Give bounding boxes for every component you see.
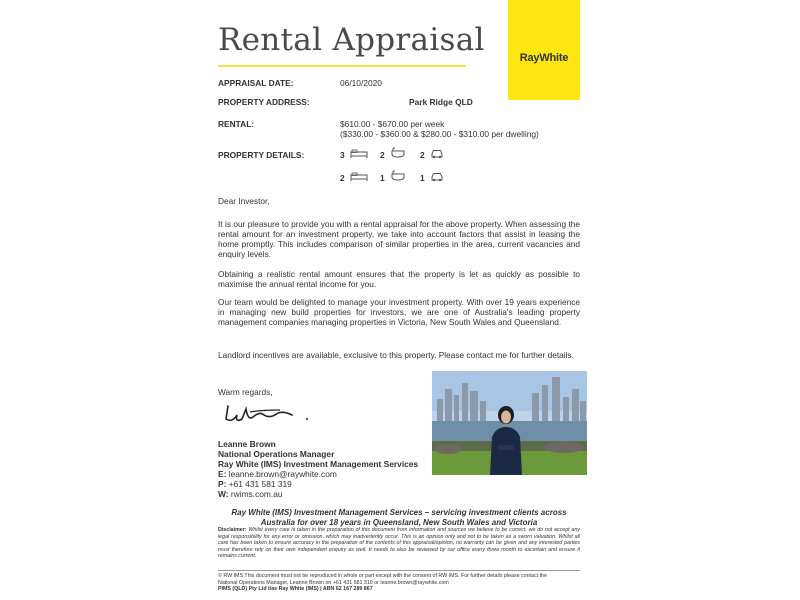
web-label: W: [218,489,229,499]
footer-line-3: PIMS (QLD) Pty Ltd t/as Ray White (IMS) | ABN 62 167 289 867 [218,586,373,592]
property-address-label: PROPERTY ADDRESS: [218,97,310,107]
signer-company: Ray White (IMS) Investment Management Services [218,459,419,469]
appraisal-date-value: 06/10/2020 [340,78,382,88]
bed-icon [350,171,368,182]
email-link[interactable]: leanne.brown@raywhite.com [228,469,337,479]
signer-name: Leanne Brown [218,439,276,449]
rental-range: $610.00 - $670.00 per week [340,119,445,129]
page-title: Rental Appraisal [218,22,485,58]
paragraph-incentives: Landlord incentives are available, exclusive to this property. Please contact me for further details. [218,350,574,360]
footer [218,573,580,593]
baths-count: 2 [380,150,385,160]
footer-line-2: National Operations Manager, Leanne Brown on +61 431 581 319 or leanne.brown@raywhite.com [218,579,449,586]
cars-count: 2 [420,150,425,160]
handwritten-signature [222,403,314,427]
paragraph-intro: It is our pleasure to provide you with a rental appraisal for the above property. When assessing the rental amount for an investment property, we take into account factors that assist in leasing the home promptly. This includes comparison of similar properties in the area, current vacancies and enquiry levels. [218,219,580,260]
phone-number[interactable]: +61 431 581 319 [228,479,292,489]
email-label: E: [218,469,227,479]
bed-icon [350,148,368,159]
rental-per-dwelling: ($330.00 - $360.00 & $280.00 - $310.00 per dwelling) [340,129,539,139]
appraisal-date-label: APPRAISAL DATE: [218,78,294,88]
website-link[interactable]: rwims.com.au [230,489,283,499]
beds-count: 3 [340,150,345,160]
bath-icon [390,170,406,182]
disclaimer-label: Disclaimer: [218,527,247,533]
salutation: Dear Investor, [218,196,270,206]
paragraph-realistic-rent: Obtaining a realistic rental amount ensures that the property is let as quickly as possible to maximise the annual rental income for you. [218,269,580,290]
signer-role: National Operations Manager [218,449,335,459]
tagline-line-1: Ray White (IMS) Investment Management Services – servicing investment clients across [231,508,567,517]
beds-count: 2 [340,173,345,183]
title-underline [218,65,466,67]
paragraph-team: Our team would be delighted to manage your investment property. With over 19 years experience in managing new build properties for investors, we are one of Australia's leading property management companies managing properties in Victoria, New South Wales and Queensland. [218,297,580,328]
manager-photo [432,371,587,475]
footer-line-1: © RW IMS This document must not be reproduced in whole or part except with the consent of RW IMS. For further details please contact the [218,573,547,579]
city-waterfront-photo [432,371,587,475]
bath-icon [390,147,406,159]
tagline-line-2: Australia for over 18 years in Queensland, New South Wales and Victoria [260,517,538,527]
cars-count: 1 [420,173,425,183]
car-icon [430,148,444,159]
property-details-label: PROPERTY DETAILS: [218,150,305,160]
logo-text: RayWhite [519,52,569,64]
disclaimer [218,527,580,560]
baths-count: 1 [380,173,385,183]
closing: Warm regards, [218,387,273,397]
disclaimer-text: Whilst every care is taken in the preparation of this document from information and sources we believe to be correct, we do not accept any legal responsibility for any error or omission, which may inadvertently occur. This is an opinion only and not to be taken as a sworn valuation. Whilst all care has been taken to ensure accuracy in the preparation of the contents of this appraisal/opinion, no warranty can be given and any interested parties must therefore rely on their own independent enquiry as well. It needs to also be reviewed by our office every three month to ascertain and ensure it remains current. [218,527,580,559]
tagline [218,508,580,527]
signature-block [218,439,418,499]
raywhite-logo [508,0,580,100]
car-icon [430,171,444,182]
property-address-value: Park Ridge QLD [409,97,473,107]
footer-divider [218,570,580,571]
rental-label: RENTAL: [218,119,255,129]
phone-label: P: [218,479,227,489]
